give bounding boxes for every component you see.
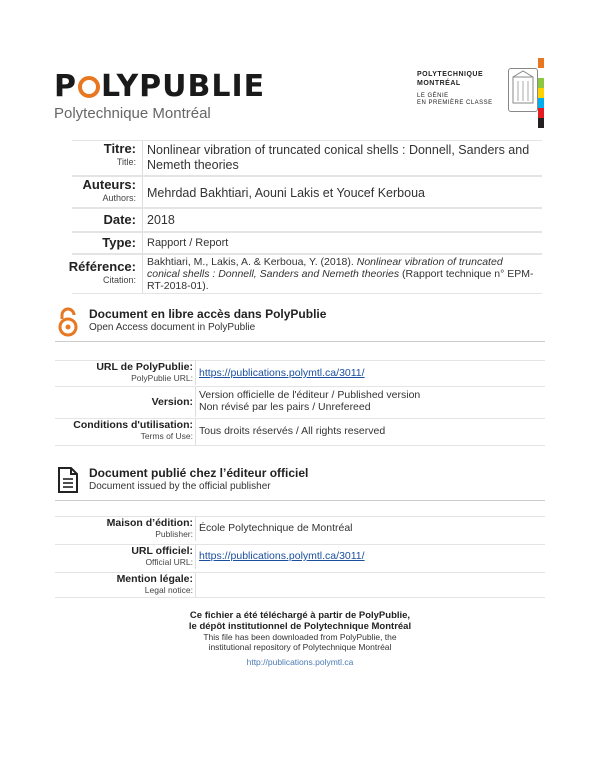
official-url-label-en: Official URL: (145, 557, 193, 567)
official-url-label: URL officiel: (131, 545, 193, 557)
footer-line-4: institutional repository of Polytechnique Montréal (208, 642, 392, 652)
footer (0, 610, 600, 667)
authors-value: Mehrdad Bakhtiari, Aouni Lakis et Youcef Kerboua (142, 177, 538, 207)
publisher-row (55, 516, 545, 541)
type-row (72, 232, 542, 254)
open-access-section (55, 307, 545, 343)
title-label-en: Title: (116, 157, 136, 167)
citation-value: Bakhtiari, M., Lakis, A. & Kerboua, Y. (2018). Nonlinear vibration of truncated conical shells : Donnell, Sanders and Nemeth theories (Rapport technique n° EPM-RT-2018-01). (142, 255, 538, 293)
official-url-row (55, 544, 545, 569)
open-o-icon (78, 76, 100, 98)
polypublie-wordmark: P LYPUBLIE (54, 69, 266, 104)
type-label: Type: (102, 235, 136, 250)
authors-label: Auteurs: (82, 177, 136, 192)
title-row (72, 140, 542, 176)
footer-url-link[interactable]: http://publications.polymtl.ca (246, 657, 354, 667)
legal-notice-label: Mention légale: (116, 573, 193, 585)
terms-row (55, 418, 545, 446)
legal-notice-value (195, 573, 535, 597)
polypublie-logo (54, 69, 266, 122)
version-label: Version: (151, 396, 193, 408)
publisher-value: École Polytechnique de Montréal (195, 517, 535, 541)
version-value: Version officielle de l'éditeur / Published version Non révisé par les pairs / Unrefereed (195, 387, 535, 417)
version-row (55, 386, 545, 417)
legal-notice-row (55, 572, 545, 598)
citation-label: Référence: (68, 259, 136, 274)
type-value: Rapport / Report (142, 233, 538, 253)
citation-row (68, 254, 542, 294)
polypublie-subtitle: Polytechnique Montréal (54, 105, 211, 122)
terms-label: Conditions d'utilisation: (73, 419, 193, 431)
terms-value: Tous droits réservés / All rights reserved (195, 419, 535, 445)
publisher-label-en: Publisher: (155, 529, 193, 539)
polypublie-url-label: URL de PolyPublie: (96, 361, 193, 373)
title-label: Titre: (103, 141, 136, 156)
legal-notice-label-en: Legal notice: (144, 585, 193, 595)
date-row (72, 208, 542, 232)
document-icon (57, 466, 79, 494)
color-stripes (538, 58, 544, 128)
title-value: Nonlinear vibration of truncated conical shells : Donnell, Sanders and Nemeth theories (142, 141, 538, 175)
polytechnique-logo: POLYTECHNIQUE MONTRÉAL LE GÉNIE EN PREMIÈRE CLASSE (417, 71, 493, 106)
polypublie-url-label-en: PolyPublie URL: (131, 373, 193, 383)
date-label: Date: (103, 212, 136, 227)
date-value: 2018 (142, 209, 538, 231)
citation-label-en: Citation: (102, 275, 136, 285)
open-access-title: Document en libre accès dans PolyPublie (89, 307, 327, 321)
publisher-subtitle: Document issued by the official publisher (89, 481, 271, 492)
polypublie-url-row (55, 360, 545, 385)
official-url-link[interactable]: https://publications.polymtl.ca/3011/ (199, 550, 365, 562)
footer-line-2: le dépôt institutionnel de Polytechnique Montréal (188, 621, 412, 632)
publisher-label: Maison d’édition: (106, 517, 193, 529)
publisher-section (55, 466, 545, 502)
building-seal-icon (508, 68, 538, 112)
open-access-icon (57, 307, 79, 337)
footer-line-1: Ce fichier a été téléchargé à partir de PolyPublie, (189, 610, 411, 621)
open-access-subtitle: Open Access document in PolyPublie (89, 322, 256, 333)
terms-label-en: Terms of Use: (140, 431, 193, 441)
authors-row (72, 176, 542, 208)
authors-label-en: Authors: (102, 193, 136, 203)
footer-line-3: This file has been downloaded from PolyPublie, the (203, 632, 397, 642)
polypublie-url-link[interactable]: https://publications.polymtl.ca/3011/ (199, 367, 365, 379)
publisher-title: Document publié chez l’éditeur officiel (89, 466, 309, 480)
